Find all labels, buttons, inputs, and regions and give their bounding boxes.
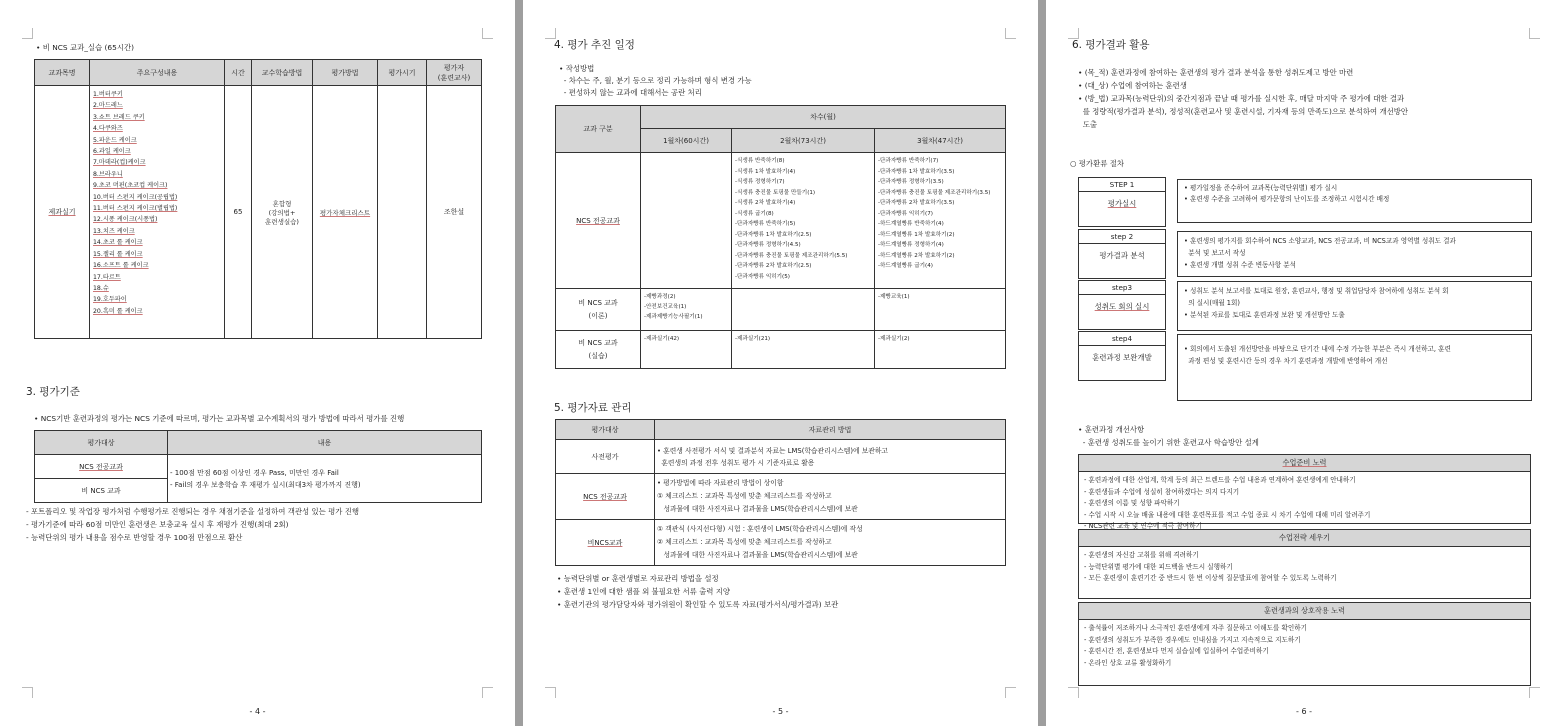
table-header: 교수학습방법 bbox=[252, 60, 313, 86]
step-name: 평가결과 분석 bbox=[1099, 251, 1145, 260]
schedule-table bbox=[555, 105, 1006, 369]
step-name: 성취도 회의 실시 bbox=[1094, 302, 1150, 311]
step-name: 훈련과정 보완개발 bbox=[1092, 353, 1152, 362]
page-number: - 4 - bbox=[249, 707, 266, 716]
text-line: • (방_법) 교과목(능력단위)의 중간지점과 끝날 때 평가를 실시한 후, 매달 마지막 주 평가에 대한 결과 bbox=[1078, 94, 1405, 103]
step-title: step 2 bbox=[1079, 230, 1165, 244]
page-corner-mark bbox=[482, 28, 493, 39]
note-line: • 능력단위별 or 훈련생별로 자료관리 방법을 설정 bbox=[557, 574, 719, 583]
schedule-cell: -제빵과정(2) -안전보건교육(1) -제과제빵기능사필기(1) bbox=[641, 289, 732, 331]
step-title: STEP 1 bbox=[1079, 178, 1165, 192]
schedule-cell: -식생류 반죽하기(8) -식생류 1차 발효하기(4) -식생류 정형하기(7) -식생류 충진물 토핑물 만들기(1) -식생류 2차 발효하기(4) -식생류 굽기(8) -단과자빵류 반죽하기(5) -단과자빵류 1차 발효하기(2.5) -단과자빵류 정형하기(4.5) -단과자빵류 충진물 토핑물 제조관리하기(5.5) -단과자빵류 2차 발효하기(2.5) -단과자빵류 익히기(5) bbox=[732, 153, 875, 289]
management-row-label: NCS 전공교과 bbox=[556, 474, 655, 520]
section-4-title: 4. 평가 추진 일정 bbox=[554, 39, 635, 51]
improve-box-head: 훈련생과의 상호작용 노력 bbox=[1079, 603, 1530, 620]
document-page-4 bbox=[0, 0, 515, 726]
text-line: • (목_적) 훈련과정에 참여하는 훈련생의 평가 결과 분석을 통한 성취도제고 방안 마련 bbox=[1078, 68, 1354, 77]
note-line: • 훈련기관의 평가담당자와 평가위원이 확인할 수 있도록 자료(평가서식/평가결과) 보관 bbox=[557, 600, 839, 609]
curriculum-table bbox=[34, 59, 482, 339]
step-desc-1: • 평가일정을 준수하여 교과목(능력단위별) 평가 실시 • 훈련생 수준을 고려하여 평가문항의 난이도를 조정하고 시험시간 배정 bbox=[1177, 179, 1532, 223]
table-header: 교과목명 bbox=[35, 60, 90, 86]
table-header: 2월차(73시간) bbox=[732, 129, 875, 153]
timing-cell bbox=[378, 86, 427, 339]
criteria-row-label: 비 NCS 교과 bbox=[35, 479, 168, 503]
table-header: 평가자 (훈련교사) bbox=[427, 60, 482, 86]
table-header: 시간 bbox=[225, 60, 252, 86]
text-line: 를 정량적(평가결과 분석), 정성적(훈련교사 및 훈련시설, 기자재 등의 만족도)으로 분석하여 개선방안 bbox=[1078, 107, 1409, 116]
schedule-cell bbox=[641, 153, 732, 289]
step-box-1 bbox=[1078, 177, 1166, 227]
improve-box-body: - 훈련생의 자신감 고취를 위해 격려하기 - 능력단위별 평가에 대한 피드백을 반드시 실행하기 - 모든 훈련생이 훈련기간 중 반드시 한 번 이상씩 질문발표에 참여할 수 있도록 노력하기 bbox=[1084, 551, 1337, 582]
table-header: 내용 bbox=[168, 431, 482, 455]
document-page-6 bbox=[1046, 0, 1562, 726]
table-header: 주요구성내용 bbox=[90, 60, 225, 86]
text-line: • (대_상) 수업에 참여하는 훈련생 bbox=[1078, 81, 1187, 90]
schedule-row-label: 비 NCS 교과 (이론) bbox=[556, 289, 641, 331]
text-line: • 작성방법 bbox=[559, 64, 595, 73]
page-corner-mark bbox=[1005, 687, 1016, 698]
criteria-content: - 100점 만점 60점 이상인 경우 Pass, 미만인 경우 Fail - Fail의 경우 보충학습 후 재평가 실시(최대3차 평가까지 진행) bbox=[168, 455, 482, 503]
improve-box-2 bbox=[1078, 529, 1531, 599]
page-number: - 6 - bbox=[1296, 707, 1312, 716]
schedule-cell: -단과자빵류 반죽하기(7) -단과자빵류 1차 발효하기(3.5) -단과자빵류 정형하기(3.5) -단과자빵류 충진물 토핑물 제조관리하기(3.5) -단과자빵류 2차 발효하기(3.5) -단과자빵류 익히기(7) -하드계열빵류 반죽하기(4) -하드계열빵류 1차 발효하기(2) -하드계열빵류 정형하기(4) -하드계열빵류 2차 발효하기(2) -하드계열빵류 굽기(4) bbox=[875, 153, 1006, 289]
page-corner-mark bbox=[22, 687, 33, 698]
step-box-3 bbox=[1078, 280, 1166, 330]
section-5-title: 5. 평가자료 관리 bbox=[554, 402, 632, 414]
step-title: step3 bbox=[1079, 281, 1165, 295]
table-header: 교과 구분 bbox=[556, 106, 641, 153]
schedule-cell: -제과실기(42) bbox=[641, 331, 732, 369]
subject-cell: 제과실기 bbox=[35, 86, 90, 339]
step-desc-2: • 훈련생의 평가지를 회수하여 NCS 소양교과, NCS 전공교과, 비 NCS교과 영역별 성취도 결과 분석 및 보고서 작성 • 훈련생 개별 성취 수준 변동사항 분석 bbox=[1177, 231, 1532, 277]
text-line: - 차수는 주, 월, 분기 등으로 정리 가능하며 형식 변경 가능 bbox=[559, 76, 752, 85]
method-cell: 혼합형 (강의법+ 훈련생실습) bbox=[252, 86, 313, 339]
page-number: - 5 - bbox=[772, 707, 789, 716]
bullet-intro: • 비 NCS 교과_실습 (65시간) bbox=[36, 43, 134, 52]
document-page-5 bbox=[523, 0, 1038, 726]
management-row-text: • 훈련생 사전평가 서식 및 결과분석 자료는 LMS(학습관리시스템)에 보관하고 훈련생의 과정 전후 성취도 평가 시 기준자료로 활용 bbox=[655, 440, 1006, 474]
improve-subtitle: - 훈련생 성취도를 높이기 위한 훈련교사 학습방안 설계 bbox=[1078, 438, 1259, 447]
management-row-text: ① 객관식 (사지선다형) 시험 : 훈련생이 LMS(학습관리시스템)에 작성 ② 체크리스트 : 교과목 특성에 맞춘 체크리스트를 작성하고 성과물에 대한 사진자료나 결과물을 LMS(학습관리시스템)에 보관 bbox=[655, 520, 1006, 566]
page-corner-mark bbox=[482, 687, 493, 698]
section-3-title: 3. 평가기준 bbox=[26, 386, 80, 398]
improve-box-3 bbox=[1078, 602, 1531, 686]
note-line: - 포트폴리오 및 작업장 평가처럼 수행평가로 진행되는 경우 채점기준을 설정하여 객관성 있는 평가 진행 bbox=[26, 507, 360, 516]
text-line: 도출 bbox=[1078, 120, 1097, 129]
improve-title: • 훈련과정 개선사항 bbox=[1078, 425, 1145, 434]
data-management-table bbox=[555, 419, 1006, 566]
note-line: - 능력단위의 평가 내용을 점수로 반영할 경우 100점 만점으로 환산 bbox=[26, 533, 243, 542]
improve-box-head: 수업준비 노력 bbox=[1079, 455, 1530, 472]
note-line: • 훈련생 1인에 대한 샘플 외 불필요한 서류 출력 지양 bbox=[557, 587, 730, 596]
schedule-cell bbox=[732, 289, 875, 331]
section-6-title: 6. 평가결과 활용 bbox=[1072, 39, 1150, 51]
schedule-row-label: 비 NCS 교과 (실습) bbox=[556, 331, 641, 369]
page-corner-mark bbox=[1529, 28, 1540, 39]
table-header: 평가방법 bbox=[313, 60, 378, 86]
eval-cell: 평가자체크리스트 bbox=[313, 86, 378, 339]
management-row-text: • 평가방법에 따라 자료관리 방법이 상이함 ① 체크리스트 : 교과목 특성에 맞춘 체크리스트를 작성하고 성과물에 대한 사진자료나 결과물을 LMS(학습관리시스템)에 보관 bbox=[655, 474, 1006, 520]
step-name: 평가실시 bbox=[1107, 199, 1137, 208]
table-header: 차수(월) bbox=[641, 106, 1006, 129]
page-corner-mark bbox=[22, 28, 33, 39]
table-header: 평가시기 bbox=[378, 60, 427, 86]
improve-box-1 bbox=[1078, 454, 1531, 530]
step-box-2 bbox=[1078, 229, 1166, 279]
step-desc-3: • 성취도 분석 보고서를 토대로 원장, 훈련교사, 행정 및 취업담당자 참여하에 성취도 분석 회 의 실시(매월 1회) • 분석된 자료를 토대로 훈련과정 보완 및 개선방안 도출 bbox=[1177, 281, 1532, 331]
page-corner-mark bbox=[1529, 687, 1540, 698]
page-corner-mark bbox=[1068, 687, 1079, 698]
criteria-row-label: NCS 전공교과 bbox=[35, 455, 168, 479]
step-box-4 bbox=[1078, 331, 1166, 381]
hours-cell: 65 bbox=[225, 86, 252, 339]
table-header: 자료관리 방법 bbox=[655, 420, 1006, 440]
table-header: 평가대상 bbox=[35, 431, 168, 455]
step-desc-4: • 회의에서 도출된 개선방안을 바탕으로 단기간 내에 수정 가능한 부분은 즉시 개선하고, 훈련 과정 편성 및 훈련시간 등의 경우 차기 훈련과정 개발에 반영하여 개선 bbox=[1177, 334, 1532, 401]
management-row-label: 비NCS교과 bbox=[556, 520, 655, 566]
evaluator-cell: 조한설 bbox=[427, 86, 482, 339]
schedule-cell: -제빵교육(1) bbox=[875, 289, 1006, 331]
schedule-row-label: NCS 전공교과 bbox=[556, 153, 641, 289]
improve-box-body: - 출석률이 저조하거나 소극적인 훈련생에게 자주 질문하고 이해도를 확인하기 - 훈련생의 성취도가 부족한 경우에도 인내심을 가지고 지속적으로 지도하기 - 훈련시간 전, 훈련생보다 먼저 실습실에 입실하여 수업준비하기 - 온라인 상호 교류 활성화하기 bbox=[1084, 624, 1307, 667]
step-title: step4 bbox=[1079, 332, 1165, 346]
text-line: - 편성하지 않는 교과에 대해서는 공란 처리 bbox=[559, 88, 702, 97]
contents-cell: 1.버터쿠키 2.마드레느 3.쇼트 브레드 쿠키 4.다쿠와즈 5.파운드 케이크 6.과일 케이크 7.마데라(컵)케이크 8.브라우니 9.초코 머핀(초코컵 케이크) 10.버터 스펀지 케이크(공립법) 11.버터 스펀지 케이크(별립법) 12.시퐁 케이크(시퐁법) 13.치즈 케이크 14.초코 롤 케이크 15.젤리 롤 케이크 16.소프트 롤 케이크 17.타르트 18.슈 19.호두파이 20.흑미 롤 케이크 bbox=[90, 86, 225, 339]
improve-box-head: 수업전략 세우기 bbox=[1079, 530, 1530, 547]
schedule-cell: -제과실기(2) bbox=[875, 331, 1006, 369]
table-header: 3월차(47시간) bbox=[875, 129, 1006, 153]
process-title: ○ 평가환류 절차 bbox=[1070, 159, 1124, 168]
page-corner-mark bbox=[1005, 28, 1016, 39]
management-row-label: 사전평가 bbox=[556, 440, 655, 474]
criteria-table bbox=[34, 430, 482, 503]
schedule-cell: -제과실기(21) bbox=[732, 331, 875, 369]
page-corner-mark bbox=[545, 687, 556, 698]
section-3-intro: • NCS기반 훈련과정의 평가는 NCS 기준에 따르며, 평가는 교과목별 교수계획서의 평가 방법에 따라서 평가를 진행 bbox=[34, 414, 405, 423]
note-line: - 평가기준에 따라 60점 미만인 훈련생은 보충교육 실시 후 재평가 진행(최대 2회) bbox=[26, 520, 289, 529]
table-header: 평가대상 bbox=[556, 420, 655, 440]
improve-box-body: - 훈련과정에 대한 산업계, 학계 등의 최근 트렌드를 수업 내용과 연계하여 훈련생에게 안내하기 - 훈련생들과 수업에 성실히 참여하겠다는 의지 다지기 - 훈련생의 이름 및 성향 파악하기 - 수업 시작 시 오늘 배울 내용에 대한 훈련목표를 적고 수업 종료 시 차기 수업에 대해 미리 알려주기 - NCS관련 교육 및 연수에 적극 참여하기 bbox=[1084, 476, 1371, 530]
table-header: 1월차(60시간) bbox=[641, 129, 732, 153]
